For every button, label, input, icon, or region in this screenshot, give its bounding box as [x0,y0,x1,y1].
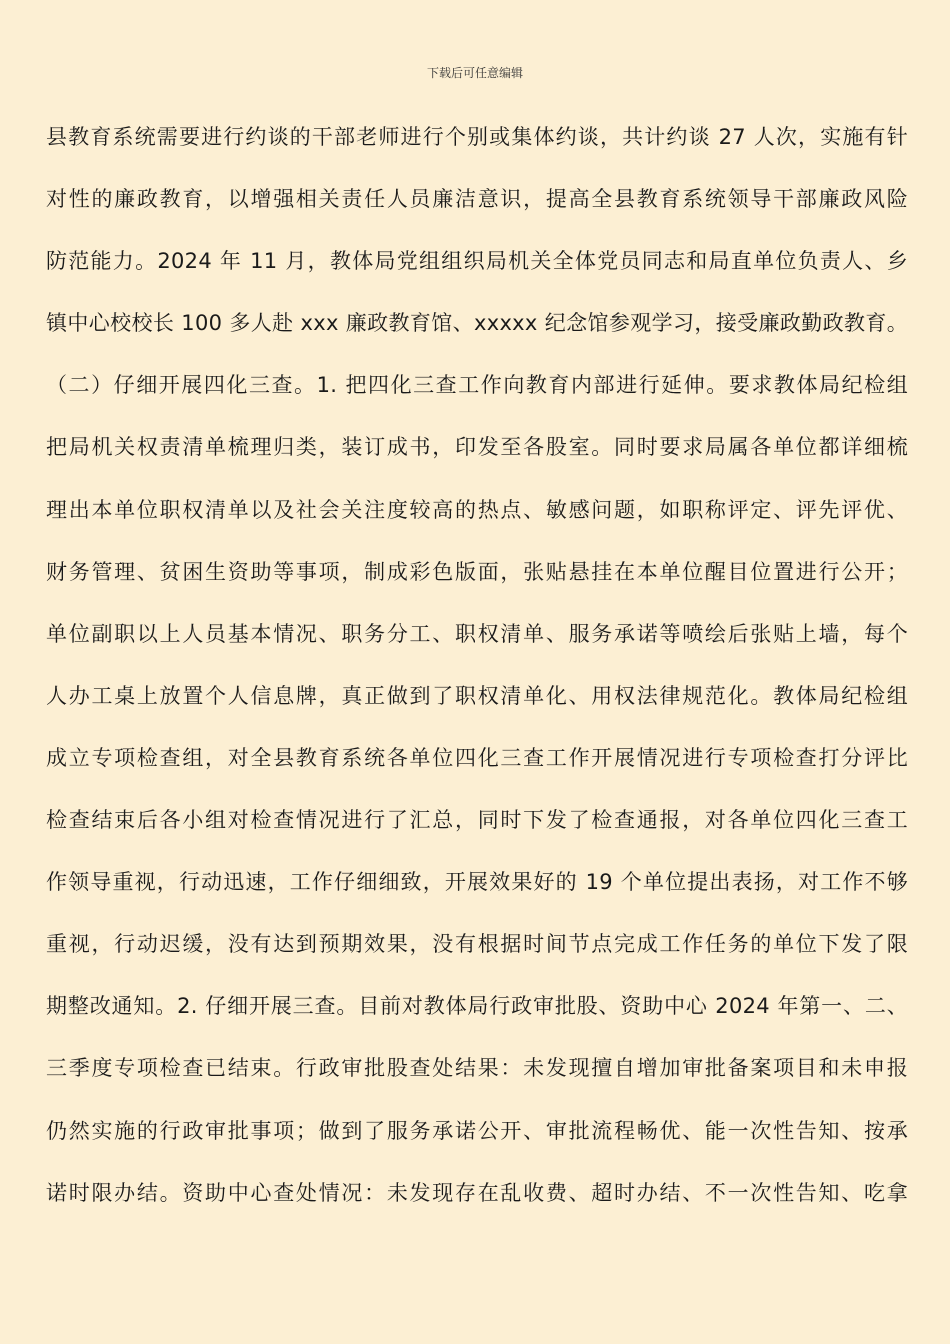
text-line: 镇中心校校长 100 多人赴 xxx 廉政教育馆、xxxxx 纪念馆参观学习，接受廉政勤政教育。 [46,311,908,336]
page-header-note: 下载后可任意编辑 [426,66,523,80]
text-line: 三季度专项检查已结束。行政审批股查处结果：未发现擅自增加审批备案项目和未申报 [46,1056,908,1081]
text-line: （二）仔细开展四化三查。1. 把四化三查工作向教育内部进行延伸。要求教体局纪检组 [46,373,908,398]
text-line: 财务管理、贫困生资助等事项，制成彩色版面，张贴悬挂在本单位醒目位置进行公开； [46,559,908,584]
text-line: 防范能力。2024 年 11 月，教体局党组组织局机关全体党员同志和局直单位负责人、乡 [46,249,908,274]
text-line: 检查结束后各小组对检查情况进行了汇总，同时下发了检查通报，对各单位四化三查工 [46,808,908,833]
text-line: 成立专项检查组，对全县教育系统各单位四化三查工作开展情况进行专项检查打分评比 [46,745,908,770]
text-line: 仍然实施的行政审批事项；做到了服务承诺公开、审批流程畅优、能一次性告知、按承 [46,1118,908,1143]
text-line: 人办工桌上放置个人信息牌，真正做到了职权清单化、用权法律规范化。教体局纪检组 [46,683,908,708]
body-text [46,117,908,1235]
text-line: 期整改通知。2. 仔细开展三查。目前对教体局行政审批股、资助中心 2024 年第一、二、 [46,994,908,1019]
text-line: 单位副职以上人员基本情况、职务分工、职权清单、服务承诺等喷绘后张贴上墙，每个 [46,621,908,646]
text-line: 诺时限办结。资助中心查处情况：未发现存在乱收费、超时办结、不一次性告知、吃拿 [46,1180,908,1205]
text-line: 理出本单位职权清单以及社会关注度较高的热点、敏感问题，如职称评定、评先评优、 [46,497,908,522]
text-line: 县教育系统需要进行约谈的干部老师进行个别或集体约谈，共计约谈 27 人次，实施有针 [46,125,908,149]
text-line: 作领导重视，行动迅速，工作仔细细致，开展效果好的 19 个单位提出表扬，对工作不够 [46,870,908,895]
text-line: 对性的廉政教育，以增强相关责任人员廉洁意识，提高全县教育系统领导干部廉政风险 [46,187,908,212]
text-line: 重视，行动迟缓，没有达到预期效果，没有根据时间节点完成工作任务的单位下发了限 [46,932,908,957]
text-line: 把局机关权责清单梳理归类，装订成书，印发至各股室。同时要求局属各单位都详细梳 [46,435,908,460]
